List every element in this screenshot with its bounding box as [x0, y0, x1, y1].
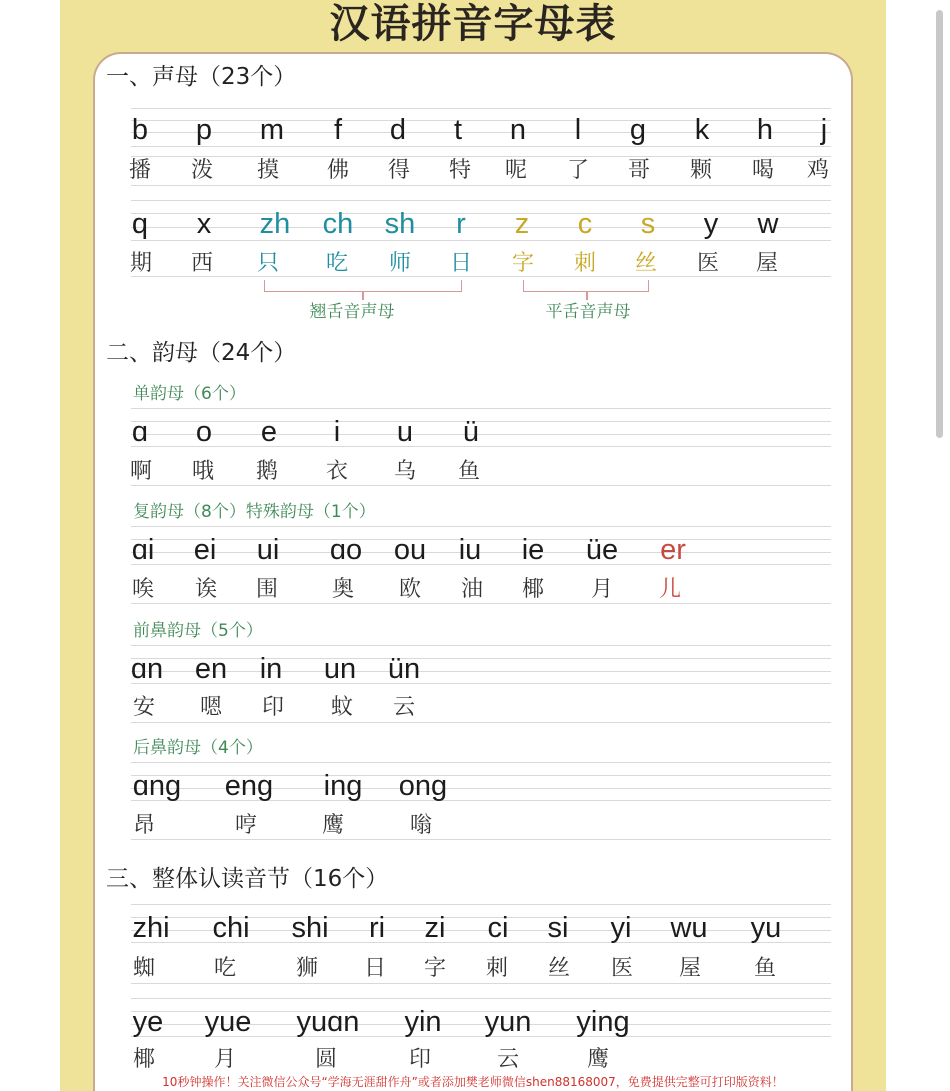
guideline-front_nasal-4	[131, 722, 831, 723]
pinyin-compound_finals-4: ou	[393, 534, 427, 566]
hanzi-initials_row2-10: 屋	[755, 251, 779, 276]
pinyin-initials_row1-3: f	[333, 114, 343, 146]
pinyin-initials_row2-3: ch	[322, 208, 354, 240]
pinyin-initials_row1-2: m	[259, 114, 285, 146]
pinyin-simple_finals-1: o	[195, 416, 213, 448]
pinyin-whole_row1-7: yi	[610, 912, 632, 944]
pinyin-back_nasal-2: ing	[323, 770, 363, 802]
pinyin-initials_row2-1: x	[196, 208, 212, 240]
hanzi-whole_row1-7: 医	[610, 956, 634, 981]
hanzi-simple_finals-3: 衣	[325, 459, 349, 484]
hanzi-initials_row1-11: 鸡	[806, 158, 830, 183]
guideline-initials_row1-4	[131, 156, 831, 157]
pinyin-compound_finals-8: er	[660, 534, 686, 566]
hanzi-whole_row1-6: 丝	[547, 956, 571, 981]
guideline-simple_finals-3	[131, 446, 831, 447]
pinyin-initials_row1-8: g	[629, 114, 647, 146]
hanzi-initials_row1-4: 得	[387, 158, 411, 183]
pinyin-initials_row2-10: w	[757, 208, 779, 240]
hanzi-initials_row1-3: 佛	[326, 158, 350, 183]
pinyin-initials_row1-6: n	[509, 114, 527, 146]
hanzi-initials_row1-0: 播	[128, 158, 152, 183]
guideline-initials_row1-3	[131, 146, 831, 147]
pinyin-initials_row1-4: d	[389, 114, 407, 146]
pinyin-front_nasal-2: in	[259, 653, 283, 685]
flat-bracket-stem	[586, 292, 588, 300]
pinyin-compound_finals-7: üe	[585, 534, 619, 566]
hanzi-front_nasal-1: 嗯	[199, 695, 223, 720]
pinyin-whole_row1-3: ri	[368, 912, 386, 944]
hanzi-initials_row1-6: 呢	[504, 158, 528, 183]
pinyin-initials_row1-7: l	[574, 114, 582, 146]
hanzi-whole_row1-9: 鱼	[753, 956, 777, 981]
pinyin-initials_row1-0: b	[131, 114, 149, 146]
pinyin-back_nasal-3: ong	[398, 770, 448, 802]
hanzi-initials_row2-1: 西	[190, 251, 214, 276]
retroflex-bracket-stem	[362, 292, 364, 300]
hanzi-initials_row1-9: 颗	[689, 158, 713, 183]
hanzi-initials_row2-6: 字	[511, 251, 535, 276]
hanzi-simple_finals-1: 哦	[191, 459, 215, 484]
pinyin-whole_row2-5: ying	[576, 1006, 630, 1038]
hanzi-initials_row1-7: 了	[566, 158, 590, 183]
hanzi-initials_row2-5: 日	[449, 251, 473, 276]
hanzi-initials_row1-8: 哥	[627, 158, 651, 183]
pinyin-whole_row1-0: zhi	[132, 912, 170, 944]
hanzi-compound_finals-7: 月	[590, 577, 614, 602]
pinyin-front_nasal-3: un	[323, 653, 357, 685]
hanzi-initials_row1-2: 摸	[256, 158, 280, 183]
guideline-initials_row2-4	[131, 276, 831, 277]
pinyin-compound_finals-3: ɑo	[329, 534, 363, 566]
pinyin-whole_row2-1: yue	[204, 1006, 252, 1038]
pinyin-initials_row1-11: j	[820, 114, 828, 146]
pinyin-simple_finals-0: ɑ	[131, 416, 149, 448]
pinyin-whole_row1-8: wu	[670, 912, 708, 944]
pinyin-front_nasal-4: ün	[387, 653, 421, 685]
back-nasal-label: 后鼻韵母（4个）	[133, 738, 263, 758]
retroflex-label: 翘舌音声母	[309, 302, 395, 322]
pinyin-compound_finals-0: ɑi	[131, 534, 155, 566]
hanzi-initials_row2-7: 刺	[573, 251, 597, 276]
hanzi-back_nasal-0: 昂	[132, 813, 156, 838]
compound-finals-label: 复韵母（8个）特殊韵母（1个）	[133, 502, 376, 522]
hanzi-front_nasal-4: 云	[392, 695, 416, 720]
footer-notice: 10秒钟操作！关注微信公众号“学海无涯甜作舟”或者添加樊老师微信shen88168007，免费提供完整可打印版资料！	[162, 1075, 784, 1089]
pinyin-initials_row1-1: p	[195, 114, 213, 146]
pinyin-whole_row1-9: yu	[750, 912, 782, 944]
hanzi-whole_row1-1: 吃	[213, 956, 237, 981]
hanzi-initials_row2-0: 期	[129, 251, 153, 276]
guideline-initials_row2-3	[131, 240, 831, 241]
hanzi-back_nasal-2: 鹰	[321, 813, 345, 838]
guideline-whole_row1-0	[131, 904, 831, 905]
guideline-whole_row2-0	[131, 998, 831, 999]
guideline-initials_row1-2	[131, 132, 831, 133]
hanzi-compound_finals-6: 椰	[521, 577, 545, 602]
pinyin-compound_finals-1: ei	[193, 534, 217, 566]
pinyin-initials_row2-2: zh	[259, 208, 291, 240]
pinyin-whole_row2-4: yun	[484, 1006, 532, 1038]
guideline-back_nasal-0	[131, 762, 831, 763]
pinyin-initials_row1-9: k	[694, 114, 710, 146]
hanzi-front_nasal-2: 印	[261, 695, 285, 720]
pinyin-whole_row1-1: chi	[212, 912, 250, 944]
hanzi-initials_row2-3: 吃	[325, 251, 349, 276]
pinyin-whole_row2-2: yuɑn	[296, 1006, 360, 1038]
guideline-initials_row1-1	[131, 120, 831, 121]
hanzi-whole_row1-2: 狮	[295, 956, 319, 981]
hanzi-initials_row1-1: 泼	[190, 158, 214, 183]
scrollbar-thumb[interactable]	[936, 10, 943, 438]
hanzi-whole_row2-1: 月	[213, 1047, 237, 1072]
pinyin-simple_finals-5: ü	[462, 416, 480, 448]
guideline-initials_row2-1	[131, 213, 831, 214]
hanzi-whole_row2-2: 圆	[314, 1047, 338, 1072]
flat-label: 平舌音声母	[545, 302, 631, 322]
pinyin-front_nasal-1: en	[194, 653, 228, 685]
hanzi-back_nasal-1: 哼	[234, 813, 258, 838]
hanzi-whole_row1-4: 字	[423, 956, 447, 981]
pinyin-whole_row2-0: ye	[132, 1006, 164, 1038]
guideline-whole_row1-4	[131, 983, 831, 984]
flat-bracket	[523, 280, 649, 292]
pinyin-initials_row2-6: z	[514, 208, 530, 240]
hanzi-compound_finals-5: 油	[460, 577, 484, 602]
pinyin-initials_row2-8: s	[640, 208, 656, 240]
page-title: 汉语拼音字母表	[329, 1, 617, 47]
retroflex-bracket	[264, 280, 462, 292]
pinyin-whole_row2-3: yin	[404, 1006, 442, 1038]
hanzi-front_nasal-3: 蚊	[330, 695, 354, 720]
hanzi-whole_row1-8: 屋	[678, 956, 702, 981]
guideline-simple_finals-1	[131, 421, 831, 422]
pinyin-initials_row2-0: q	[131, 208, 149, 240]
hanzi-simple_finals-2: 鹅	[255, 459, 279, 484]
hanzi-initials_row2-2: 只	[256, 251, 280, 276]
pinyin-initials_row1-10: h	[756, 114, 774, 146]
hanzi-initials_row2-8: 丝	[634, 251, 658, 276]
pinyin-compound_finals-5: iu	[458, 534, 482, 566]
pinyin-initials_row2-9: y	[703, 208, 719, 240]
hanzi-initials_row1-10: 喝	[751, 158, 775, 183]
hanzi-whole_row1-3: 日	[363, 956, 387, 981]
guideline-initials_row2-0	[131, 200, 831, 201]
pinyin-compound_finals-2: ui	[256, 534, 280, 566]
guideline-simple_finals-4	[131, 485, 831, 486]
hanzi-whole_row2-4: 云	[496, 1047, 520, 1072]
hanzi-simple_finals-5: 鱼	[457, 459, 481, 484]
hanzi-simple_finals-4: 乌	[393, 459, 417, 484]
hanzi-back_nasal-3: 嗡	[409, 813, 433, 838]
guideline-compound_finals-0	[131, 526, 831, 527]
hanzi-initials_row2-9: 医	[696, 251, 720, 276]
pinyin-whole_row1-5: ci	[487, 912, 509, 944]
pinyin-initials_row2-4: sh	[384, 208, 416, 240]
pinyin-simple_finals-2: e	[260, 416, 278, 448]
hanzi-compound_finals-3: 奥	[331, 577, 355, 602]
guideline-front_nasal-1	[131, 658, 831, 659]
guideline-simple_finals-0	[131, 408, 831, 409]
hanzi-whole_row2-3: 印	[408, 1047, 432, 1072]
hanzi-whole_row2-5: 鹰	[586, 1047, 610, 1072]
hanzi-front_nasal-0: 安	[132, 695, 156, 720]
pinyin-back_nasal-0: ɑng	[132, 770, 182, 802]
pinyin-whole_row1-2: shi	[291, 912, 329, 944]
hanzi-compound_finals-0: 唉	[131, 577, 155, 602]
guideline-front_nasal-0	[131, 645, 831, 646]
hanzi-initials_row1-5: 特	[448, 158, 472, 183]
guideline-front_nasal-2	[131, 671, 831, 672]
hanzi-compound_finals-4: 欧	[398, 577, 422, 602]
hanzi-whole_row1-5: 刺	[485, 956, 509, 981]
hanzi-initials_row2-4: 师	[388, 251, 412, 276]
pinyin-back_nasal-1: eng	[224, 770, 274, 802]
guideline-front_nasal-3	[131, 683, 831, 684]
hanzi-whole_row1-0: 蜘	[132, 956, 156, 981]
guideline-initials_row2-2	[131, 227, 831, 228]
hanzi-compound_finals-1: 诶	[194, 577, 218, 602]
pinyin-initials_row2-5: r	[456, 208, 466, 240]
hanzi-compound_finals-8: 儿	[658, 577, 682, 602]
guideline-initials_row1-5	[131, 185, 831, 186]
pinyin-whole_row1-6: si	[547, 912, 569, 944]
pinyin-simple_finals-4: u	[396, 416, 414, 448]
pinyin-front_nasal-0: ɑn	[130, 653, 164, 685]
hanzi-simple_finals-0: 啊	[129, 459, 153, 484]
section-initials-heading: 一、声母（23个）	[106, 64, 297, 90]
section-whole-syllables-heading: 三、整体认读音节（16个）	[106, 866, 389, 892]
guideline-simple_finals-2	[131, 434, 831, 435]
hanzi-compound_finals-2: 围	[255, 577, 279, 602]
hanzi-whole_row2-0: 椰	[132, 1047, 156, 1072]
pinyin-compound_finals-6: ie	[521, 534, 545, 566]
simple-finals-label: 单韵母（6个）	[133, 384, 246, 404]
pinyin-initials_row2-7: c	[577, 208, 593, 240]
pinyin-whole_row1-4: zi	[424, 912, 446, 944]
front-nasal-label: 前鼻韵母（5个）	[133, 621, 263, 641]
guideline-initials_row1-0	[131, 108, 831, 109]
section-finals-heading: 二、韵母（24个）	[106, 340, 297, 366]
pinyin-simple_finals-3: i	[333, 416, 341, 448]
pinyin-initials_row1-5: t	[453, 114, 463, 146]
